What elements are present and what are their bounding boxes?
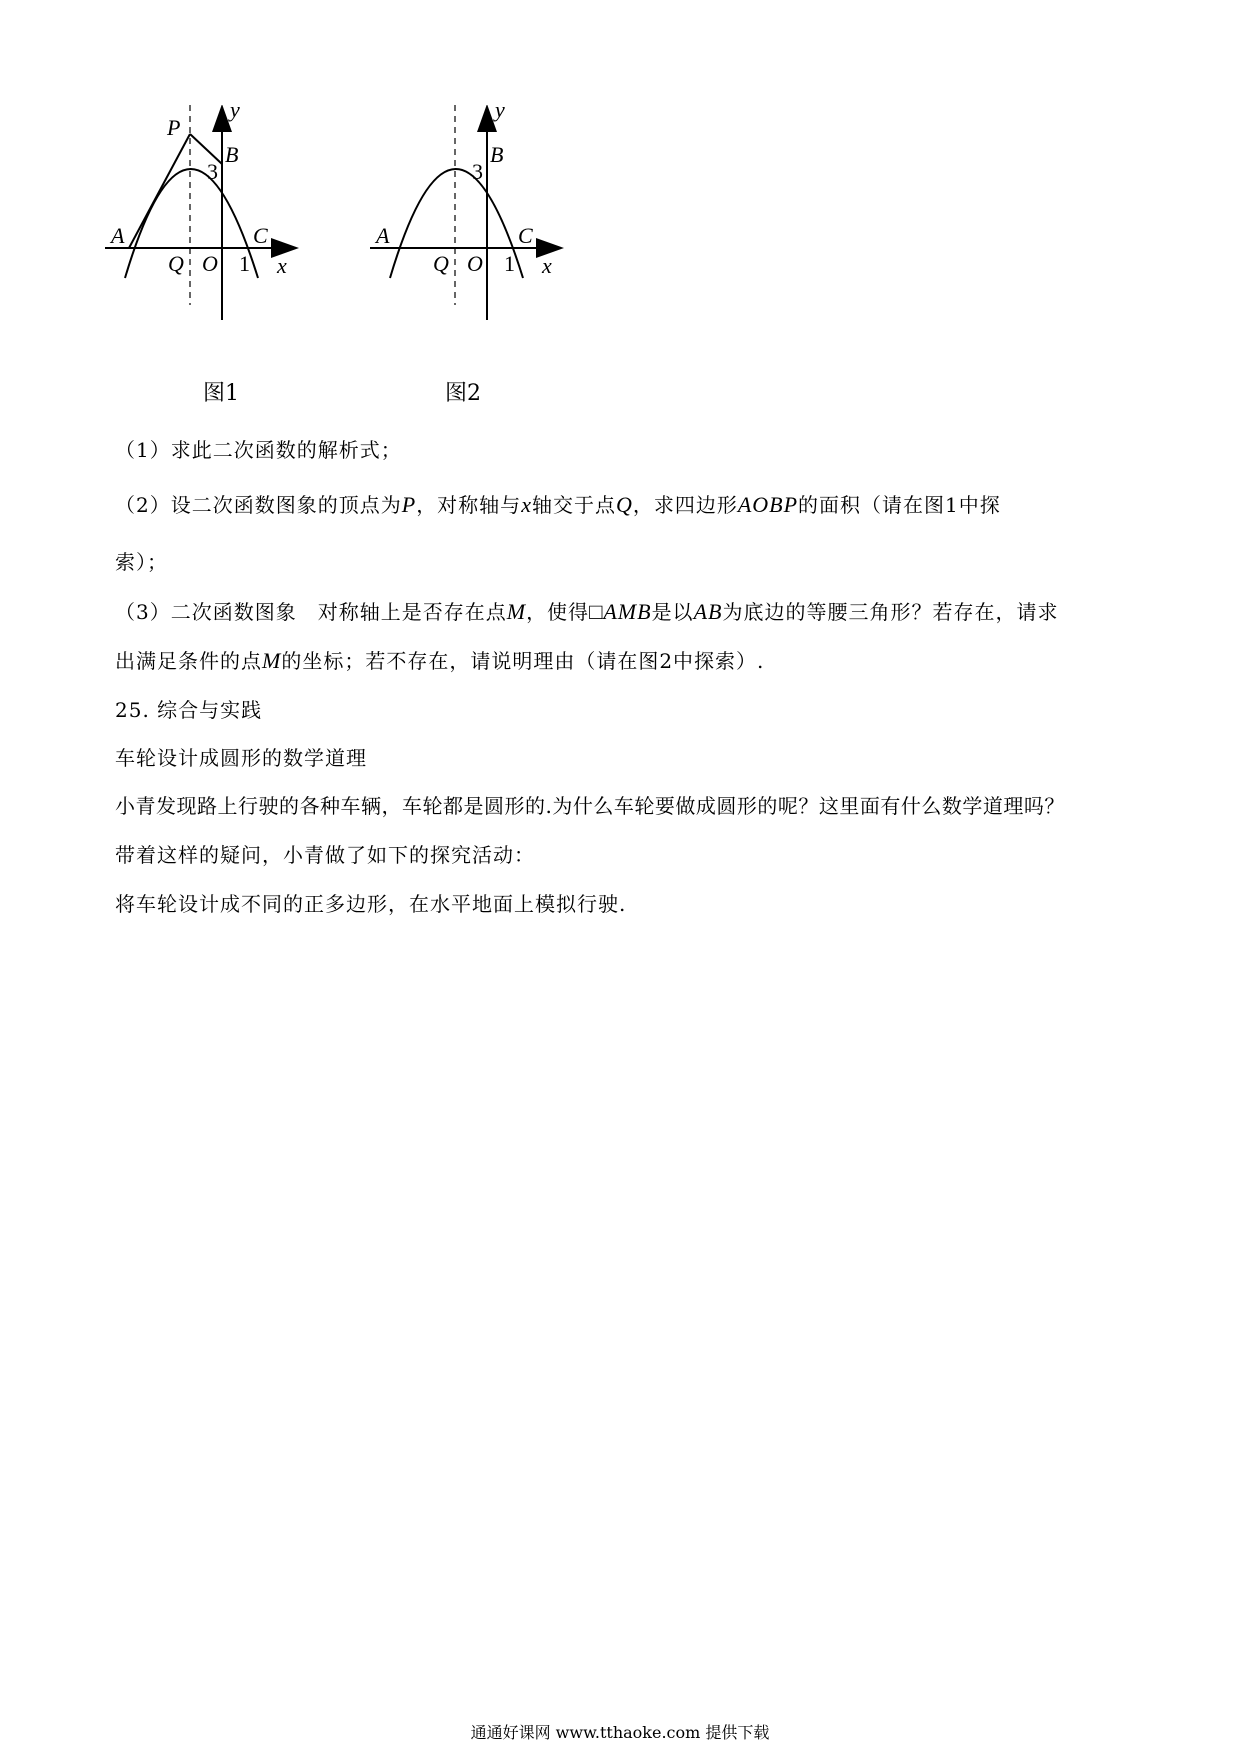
label-o: O: [467, 251, 483, 276]
page-footer: 通通好课网 www.tthaoke.com 提供下载: [470, 1723, 770, 1742]
label-y: y: [230, 105, 240, 122]
label-3: 3: [472, 159, 483, 184]
q3-var-amb: □AMB: [589, 599, 652, 624]
q2-var-x: x: [521, 492, 532, 517]
label-b: B: [225, 142, 239, 167]
question-2: [115, 489, 1001, 518]
section-25-paragraph-3: 将车轮设计成不同的正多边形，在水平地面上模拟行驶.: [115, 892, 627, 916]
q3-var-m: M: [506, 599, 527, 624]
label-c: C: [253, 223, 268, 248]
label-a: A: [111, 223, 125, 248]
q3-text-e: 出满足条件的点: [115, 649, 262, 673]
label-o: O: [202, 251, 218, 276]
figure-1: [105, 105, 325, 354]
q2-var-aobp: AOBP: [737, 492, 799, 517]
q2-text-c: 轴交于点: [531, 493, 616, 517]
figure-1-caption: 图1: [203, 381, 239, 406]
label-y: y: [495, 105, 505, 122]
q3-var-ab: AB: [693, 599, 723, 624]
figure-2: [370, 105, 590, 354]
label-x: x: [542, 253, 552, 278]
label-1: 1: [239, 251, 250, 276]
label-q: Q: [433, 251, 449, 276]
q3-text-d: 为底边的等腰三角形？若存在，请求: [722, 600, 1059, 624]
section-25-paragraph-2: 带着这样的疑问，小青做了如下的探究活动：: [115, 843, 535, 867]
figure-2-caption: 图2: [445, 381, 481, 406]
question-1: （1）求此二次函数的解析式；: [115, 438, 402, 462]
section-25-paragraph-1: 小青发现路上行驶的各种车辆，车轮都是圆形的.为什么车轮要做成圆形的呢？这里面有什么数学道理吗？: [115, 794, 1065, 818]
segment-ap: [129, 134, 190, 248]
q3-text-c: 是以: [651, 600, 694, 624]
q3-text-a: （3）二次函数图象 对称轴上是否存在点: [115, 600, 507, 624]
label-q: Q: [168, 251, 184, 276]
q2-var-p: P: [401, 492, 417, 517]
q2-var-q: Q: [615, 492, 633, 517]
label-p: P: [167, 115, 181, 140]
label-1: 1: [504, 251, 515, 276]
figure-1-graph: [105, 105, 325, 350]
q2-text-e: 的面积（请在图1中探: [798, 493, 1001, 517]
question-3-line-2: [115, 645, 764, 674]
label-3: 3: [207, 159, 218, 184]
q3-text-b: ，使得: [526, 600, 590, 624]
label-b: B: [490, 142, 504, 167]
q2-text-b: ，对称轴与: [416, 493, 522, 517]
section-25-title: 25. 综合与实践: [115, 698, 263, 722]
question-3: [115, 596, 1058, 625]
label-x: x: [277, 253, 287, 278]
figure-2-graph: [370, 105, 590, 350]
q3-text-f: 的坐标；若不存在，请说明理由（请在图2中探索）.: [281, 649, 765, 673]
q2-text-a: （2）设二次函数图象的顶点为: [115, 493, 402, 517]
label-a: A: [376, 223, 390, 248]
label-c: C: [518, 223, 533, 248]
q3-var-m2: M: [262, 648, 282, 673]
section-25-subtitle: 车轮设计成圆形的数学道理: [115, 746, 367, 770]
q2-text-d: ，求四边形: [632, 493, 738, 517]
question-2-line-2: 索）；: [115, 550, 168, 574]
